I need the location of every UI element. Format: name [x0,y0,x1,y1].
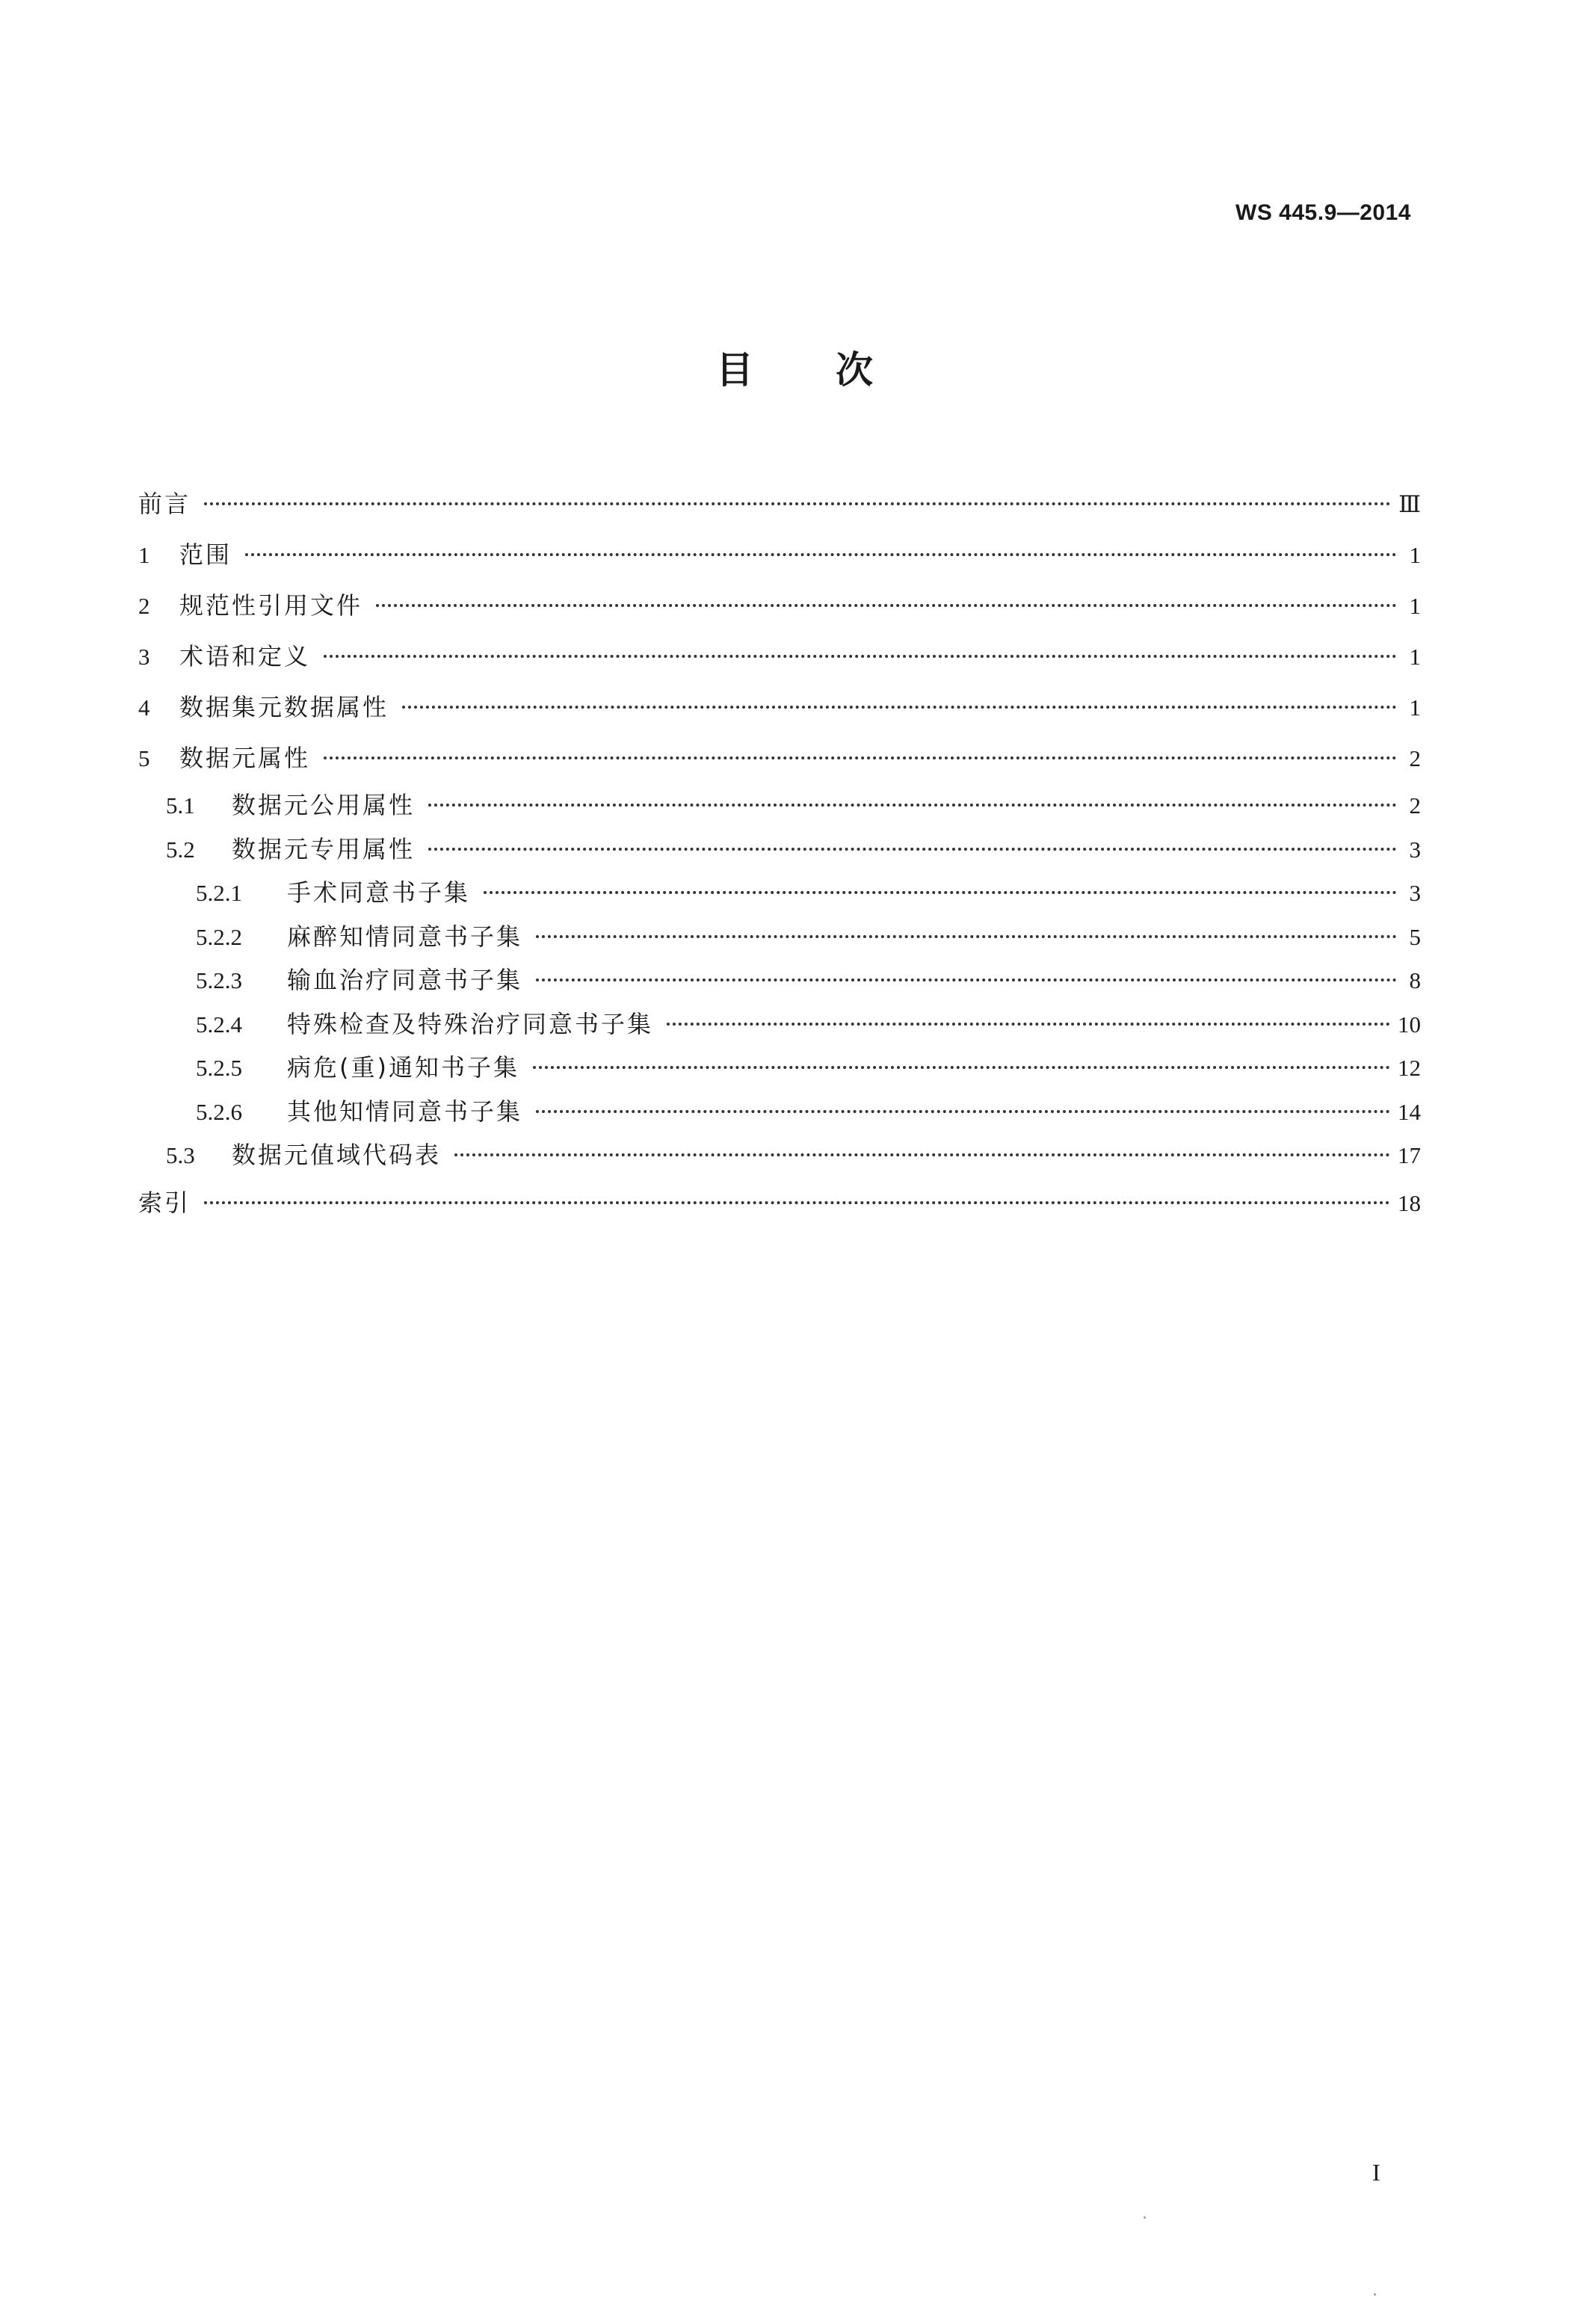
toc-entry-label: 麻醉知情同意书子集 [287,922,523,951]
toc-entry[interactable] [138,529,1421,580]
dot-leader [533,1066,1390,1069]
toc-entry-page: 1 [1409,694,1421,721]
scan-speck [1374,2293,1376,2296]
toc-entry-number: 5.2.1 [196,880,242,906]
toc-entry-label: 范围 [179,540,232,569]
toc-entry-page: 1 [1409,542,1421,568]
toc-entry[interactable] [138,827,1421,872]
toc-entry-label: 数据元专用属性 [232,834,416,863]
dot-leader [324,756,1397,759]
toc-entry[interactable] [138,1090,1421,1134]
toc-entry[interactable] [138,733,1421,783]
toc-entry-label: 数据元属性 [179,744,311,772]
toc-entry-page: 17 [1398,1142,1421,1168]
dot-leader [376,604,1397,607]
toc-entry-label: 特殊检查及特殊治疗同意书子集 [287,1009,654,1038]
toc-entry-number: 5.2.4 [196,1011,242,1038]
dot-leader [536,1110,1390,1113]
dot-leader [324,655,1397,658]
toc-entry-label: 前言 [138,490,191,518]
scan-speck [1144,2216,1146,2219]
toc-entry[interactable] [138,631,1421,682]
toc-entry[interactable] [138,478,1421,529]
toc-entry-page: 8 [1409,967,1421,993]
toc-entry[interactable] [138,1177,1421,1228]
toc-entry-number: 5.2.3 [196,967,242,993]
toc-entry-page: 12 [1398,1055,1421,1081]
dot-leader [204,502,1391,505]
toc-entry-number: 5.2 [166,836,195,863]
toc-entry[interactable] [138,1002,1421,1047]
dot-leader [536,978,1397,981]
toc-entry-page: Ⅲ [1398,491,1421,517]
toc-entry-page: 2 [1409,745,1421,771]
toc-entry[interactable] [138,871,1421,915]
toc-entry[interactable] [138,1133,1421,1177]
toc-entry[interactable] [138,580,1421,631]
toc-entry-label: 数据元值域代码表 [232,1141,442,1169]
toc-entry-number: 5.2.6 [196,1098,242,1125]
toc-entry-page: 14 [1398,1098,1421,1125]
toc-entry-label: 其他知情同意书子集 [287,1097,523,1126]
toc-entry-number: 5.2.2 [196,923,242,950]
toc-entry-page: 10 [1398,1011,1421,1038]
dot-leader [402,706,1397,709]
toc-entry-number: 3 [138,644,150,670]
toc-entry-label: 术语和定义 [179,642,311,671]
toc-entry[interactable] [138,958,1421,1002]
toc-entry-number: 5.2.5 [196,1055,242,1081]
toc-entry-number: 2 [138,593,150,619]
toc-entry-label: 输血治疗同意书子集 [287,966,523,994]
toc-entry-page: 18 [1398,1189,1421,1216]
toc-entry-page: 3 [1409,836,1421,863]
toc-entry-label: 手术同意书子集 [287,878,471,907]
dot-leader [245,553,1397,556]
toc-entry-label: 数据集元数据属性 [179,693,389,721]
toc-entry-number: 5.3 [166,1142,195,1168]
toc-entry-label: 规范性引用文件 [179,591,363,620]
dot-leader [484,891,1397,894]
dot-leader [428,848,1397,851]
toc-entry-number: 1 [138,542,150,568]
toc-entry-page: 1 [1409,644,1421,670]
toc-entry[interactable] [138,915,1421,959]
page-number: I [1372,2159,1380,2186]
table-of-contents [138,478,1421,1228]
toc-entry[interactable] [138,783,1421,827]
toc-title: 目次 [716,348,955,392]
toc-entry-number: 5.1 [166,792,195,819]
toc-entry-page: 5 [1409,923,1421,950]
dot-leader [428,804,1397,807]
toc-entry-number: 5 [138,745,150,771]
dot-leader [667,1023,1390,1026]
dot-leader [454,1153,1390,1156]
toc-entry-number: 4 [138,694,150,721]
toc-entry-page: 2 [1409,792,1421,819]
toc-entry-label: 病危(重)通知书子集 [287,1053,519,1082]
dot-leader [204,1201,1390,1204]
document-code: WS 445.9—2014 [1235,200,1411,225]
toc-entry-page: 1 [1409,593,1421,619]
toc-entry[interactable] [138,682,1421,733]
toc-entry-label: 索引 [138,1188,191,1217]
toc-entry-label: 数据元公用属性 [232,791,416,819]
dot-leader [536,935,1397,938]
toc-entry[interactable] [138,1046,1421,1090]
toc-entry-page: 3 [1409,880,1421,906]
